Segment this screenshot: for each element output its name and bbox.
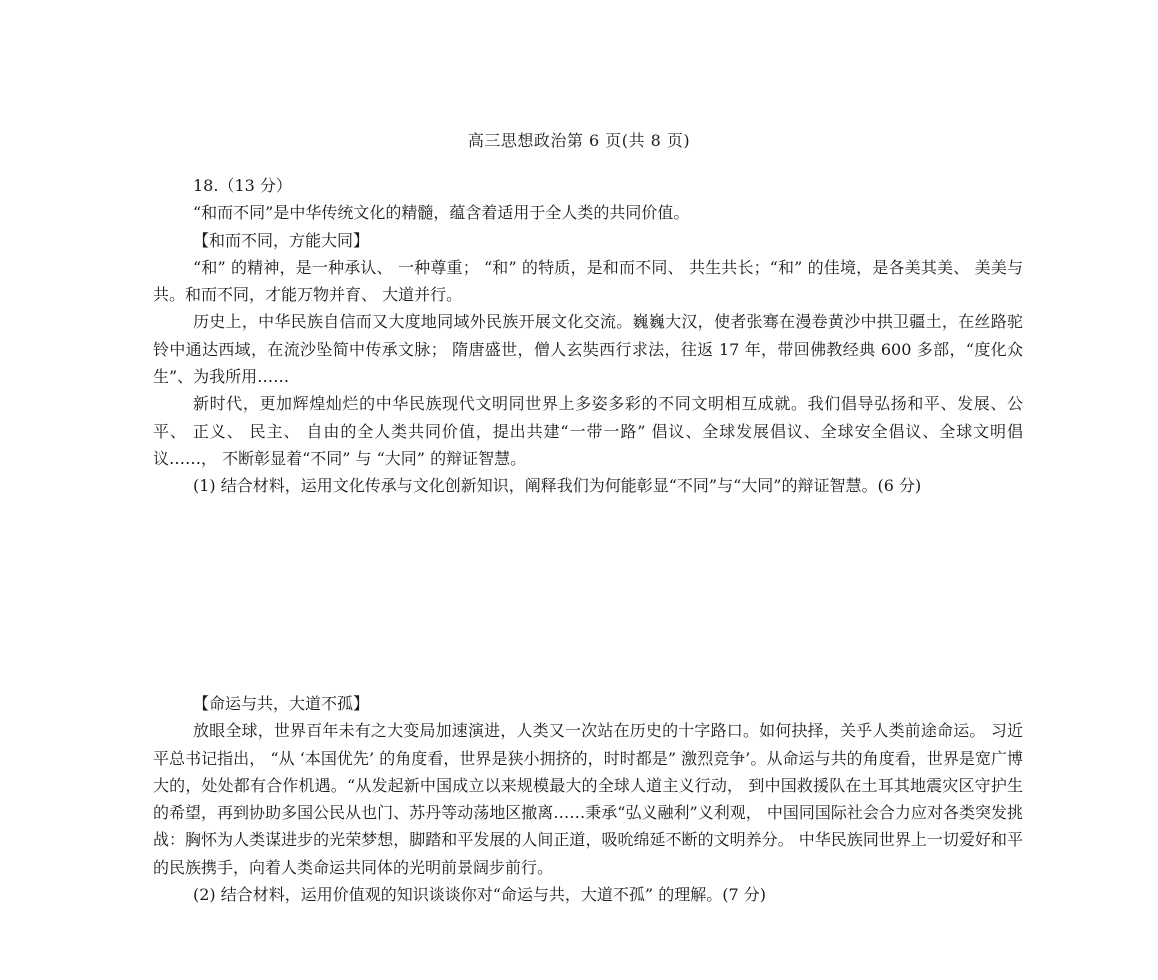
section2-block	[153, 690, 1023, 908]
question-intro: “和而不同”是中华传统文化的精髓，蕴含着适用于全人类的共同价值。	[193, 203, 690, 223]
page-header: 高三思想政治第 6 页(共 8 页)	[467, 131, 691, 150]
section1-paragraph-1: “和” 的精神，是一种承认、 一种尊重； “和” 的特质，是和而不同、 共生共长；“和” 的佳境，是各美其美、 美美与共。和而不同，才能万物并育、 大道并行。	[153, 257, 1023, 305]
question-block	[153, 172, 1023, 500]
section2-heading: 【命运与共，大道不孤】	[193, 694, 370, 713]
sub-question-1: (1) 结合材料，运用文化传承与文化创新知识，阐释我们为何能彰显“不同”与“大同”的辩证智慧。(6 分)	[193, 476, 922, 496]
section1-paragraph-2: 历史上，中华民族自信而又大度地同域外民族开展文化交流。巍巍大汉，使者张骞在漫卷黄沙中拱卫疆土，在丝路驼铃中通达西域，在流沙坠简中传承文脉； 隋唐盛世，僧人玄奘西行求法，往返 17 年，带回佛教经典 600 多部，“度化众生”、为我所用……	[153, 312, 1023, 387]
section2-paragraph-1: 放眼全球，世界百年未有之大变局加速演进，人类又一次站在历史的十字路口。如何抉择，关乎人类前途命运。 习近平总书记指出， “从 ‘本国优先’ 的角度看，世界是狭小拥挤的，时时都是” 激烈竞争’。从命运与共的角度看，世界是宽广博大的，处处都有合作机遇。“从发起新中国成立以来规模最大的全球人道主义行动， 到中国救援队在土耳其地震灾区守护生的希望，再到协助多国公民从也门、苏丹等动荡地区撤离……秉承“弘义融利”义利观， 中国同国际社会合力应对各类突发挑战：胸怀为人类谋进步的光荣梦想，脚踏和平发展的人间正道，吸吮绵延不断的文明养分。 中华民族同世界上一切爱好和平的民族携手，向着人类命运共同体的光明前景阔步前行。	[153, 721, 1023, 877]
question-number: 18.（13 分）	[193, 176, 292, 195]
section1-heading: 【和而不同，方能大同】	[193, 230, 370, 250]
section1-paragraph-3: 新时代，更加辉煌灿烂的中华民族现代文明同世界上多姿多彩的不同文明相互成就。我们倡导弘扬和平、发展、公平、 正义、 民主、 自由的全人类共同价值，提出共建“一带一路” 倡议、全球发展倡议、全球安全倡议、全球文明倡议……， 不断彰显着“不同” 与 “大同” 的辩证智慧。	[153, 394, 1023, 468]
sub-question-2: (2) 结合材料，运用价值观的知识谈谈你对“命运与共，大道不孤” 的理解。(7 分)	[193, 885, 766, 905]
